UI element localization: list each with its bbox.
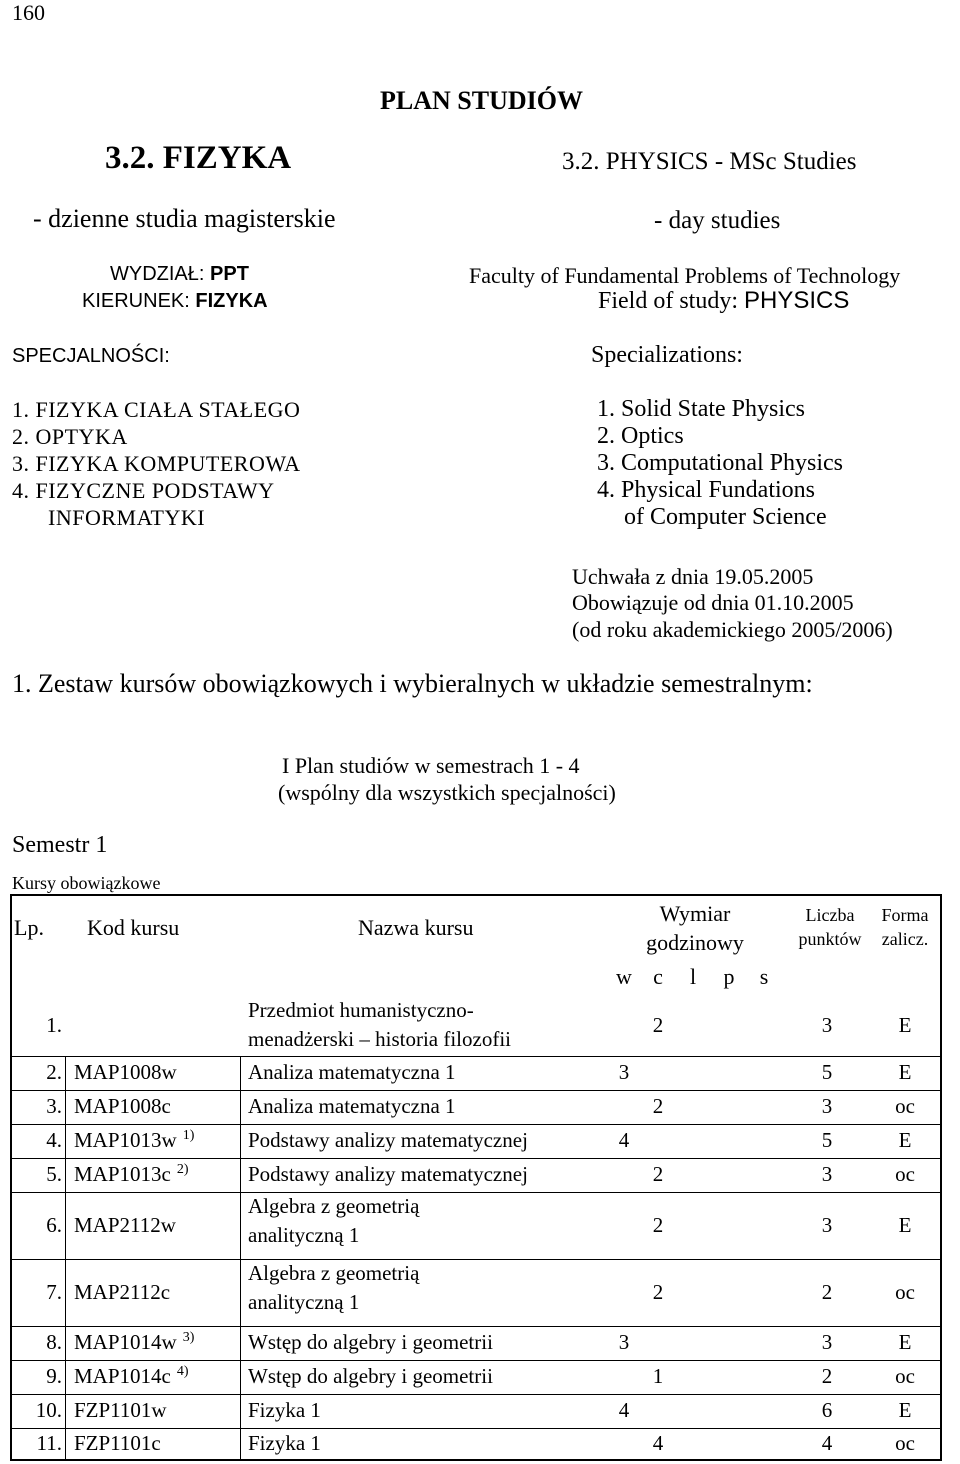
table-row-divider (10, 1394, 942, 1395)
row-hours-w: 3 (618, 1060, 630, 1084)
left-spec-4: 4. FIZYCZNE PODSTAWY (12, 478, 275, 503)
row-hours-w: 4 (618, 1128, 630, 1152)
row-points: 3 (821, 1330, 833, 1354)
row-form: E (898, 1330, 912, 1354)
header-l: l (689, 964, 697, 989)
right-field-value: PHYSICS (744, 287, 850, 314)
header-p: p (723, 964, 735, 989)
plan-subtitle: (wspólny dla wszystkich specjalności) (278, 780, 616, 805)
table-row-divider (10, 1124, 942, 1125)
header-w: w (616, 964, 632, 989)
row-code (74, 1060, 177, 1085)
right-faculty: Faculty of Fundamental Problems of Technology (469, 263, 901, 288)
header-form-2: zalicz. (881, 929, 929, 949)
header-form-1: Forma (881, 905, 929, 925)
row-lp: 10. (35, 1398, 62, 1422)
table-bottom-border (10, 1459, 942, 1461)
row-code (74, 1162, 189, 1187)
header-lp: Lp. (14, 915, 44, 940)
row-code-text: MAP1008w (74, 1060, 177, 1084)
row-footnote-mark: 3) (182, 1330, 195, 1345)
semester-label: Semestr 1 (12, 832, 108, 858)
row-name-line-1: Algebra z geometrią (248, 1261, 420, 1285)
row-code (74, 1280, 170, 1305)
row-hours-c: 2 (652, 1212, 664, 1237)
row-code (74, 1398, 167, 1423)
row-form: E (898, 1060, 912, 1084)
faculty-value: PPT (210, 263, 249, 285)
row-lp: 4. (46, 1128, 62, 1152)
left-spec-4b: INFORMATYKI (48, 505, 206, 530)
row-name-line-1: Algebra z geometrią (248, 1194, 420, 1218)
left-subheading: - dzienne studia magisterskie (33, 204, 336, 233)
row-points: 5 (821, 1060, 833, 1084)
header-points-1: Liczba (805, 905, 855, 925)
table-row-divider (10, 1192, 942, 1193)
left-heading: 3.2. FIZYKA (105, 140, 292, 176)
table-row-divider (10, 1326, 942, 1327)
row-hours-c: 2 (652, 1279, 664, 1304)
row-name-line-2: menadżerski – historia filozofii (248, 1027, 512, 1051)
row-lp: 3. (46, 1094, 62, 1118)
table-row-divider (10, 1428, 942, 1429)
row-name-line-2: analityczną 1 (248, 1290, 360, 1314)
right-heading: 3.2. PHYSICS - MSc Studies (562, 148, 857, 175)
right-spec-label: Specializations: (591, 342, 743, 368)
row-name: Podstawy analizy matematycznej (248, 1128, 528, 1152)
right-field-label: Field of study: (598, 288, 739, 314)
table-row-divider (10, 1360, 942, 1361)
row-hours-c: 2 (652, 1094, 664, 1118)
left-spec-2: 2. OPTYKA (12, 424, 128, 449)
row-hours-c: 2 (652, 1013, 664, 1037)
table-row-divider (10, 1158, 942, 1159)
table-right-border (940, 894, 942, 1461)
row-form: oc (895, 1430, 915, 1455)
row-lp: 8. (46, 1330, 62, 1354)
resolution-effective: Obowiązuje od dnia 01.10.2005 (572, 590, 854, 615)
row-hours-c: 4 (652, 1430, 664, 1455)
table-row-divider (10, 1056, 942, 1057)
row-code (74, 1431, 161, 1456)
left-spec-1: 1. FIZYKA CIAŁA STAŁEGO (12, 397, 301, 422)
header-hours-1: Wymiar (659, 901, 731, 926)
row-footnote-mark: 2) (176, 1162, 189, 1177)
row-name: Fizyka 1 (248, 1398, 321, 1422)
header-code: Kod kursu (87, 915, 180, 940)
right-spec-2: 2. Optics (597, 423, 684, 449)
row-lp: 11. (36, 1430, 62, 1455)
row-footnote-mark: 1) (182, 1128, 195, 1143)
row-lp: 2. (46, 1060, 62, 1084)
left-spec-3: 3. FIZYKA KOMPUTEROWA (12, 451, 301, 476)
row-name: Wstęp do algebry i geometrii (248, 1330, 493, 1354)
header-s: s (759, 964, 769, 989)
row-name: Analiza matematyczna 1 (248, 1060, 456, 1084)
row-code-text: MAP2112c (74, 1279, 171, 1304)
header-points-2: punktów (798, 929, 862, 949)
row-points: 5 (821, 1128, 833, 1152)
row-footnote-mark: 4) (176, 1364, 189, 1379)
row-code-text: MAP1013w (74, 1128, 177, 1152)
page-title: PLAN STUDIÓW (380, 86, 583, 115)
row-form: oc (895, 1279, 915, 1304)
table-row-divider (10, 1259, 942, 1260)
row-form: E (898, 1212, 912, 1237)
row-code-text: MAP2112w (74, 1212, 176, 1237)
row-lp: 6. (46, 1212, 62, 1237)
field-value: FIZYKA (195, 290, 268, 312)
row-hours-c: 2 (652, 1162, 664, 1186)
right-spec-1: 1. Solid State Physics (597, 396, 806, 422)
row-name: Wstęp do algebry i geometrii (248, 1364, 493, 1388)
row-code (74, 1330, 194, 1355)
row-hours-c: 1 (652, 1364, 664, 1388)
row-points: 2 (821, 1279, 833, 1304)
row-name-line-2: analityczną 1 (248, 1223, 360, 1247)
row-form: E (898, 1128, 912, 1152)
row-points: 3 (821, 1212, 833, 1237)
row-lp: 7. (46, 1279, 62, 1304)
faculty-line (110, 263, 249, 286)
row-code (74, 1128, 194, 1153)
resolution-date: Uchwała z dnia 19.05.2005 (572, 564, 814, 589)
row-points: 3 (821, 1013, 833, 1037)
row-points: 4 (821, 1430, 833, 1455)
row-code (74, 1213, 176, 1238)
row-points: 3 (821, 1162, 833, 1186)
row-name-line-1: Przedmiot humanistyczno- (248, 998, 474, 1022)
row-hours-w: 4 (618, 1398, 630, 1422)
header-name: Nazwa kursu (358, 915, 474, 940)
row-lp: 5. (46, 1162, 62, 1186)
row-code-text: MAP1014w (74, 1330, 177, 1354)
row-form: oc (895, 1094, 915, 1118)
field-line (82, 290, 268, 313)
row-form: oc (895, 1364, 915, 1388)
row-form: E (898, 1013, 912, 1037)
plan-title: I Plan studiów w semestrach 1 - 4 (282, 753, 580, 778)
courses-type-label: Kursy obowiązkowe (12, 873, 161, 893)
faculty-label: WYDZIAŁ: (110, 263, 205, 285)
page-number: 160 (12, 0, 45, 25)
row-name: Fizyka 1 (248, 1430, 321, 1455)
row-code-text: FZP1101c (74, 1430, 161, 1455)
row-lp: 1. (46, 1013, 62, 1037)
header-hours-2: godzinowy (646, 930, 744, 955)
row-hours-w: 3 (618, 1330, 630, 1354)
header-c: c (653, 964, 663, 989)
row-code (74, 1364, 189, 1389)
row-code (74, 1094, 171, 1119)
table-row-divider (10, 1090, 942, 1091)
row-name: Analiza matematyczna 1 (248, 1094, 456, 1118)
row-points: 2 (821, 1364, 833, 1388)
right-spec-4b: of Computer Science (624, 504, 827, 530)
resolution-year: (od roku akademickiego 2005/2006) (572, 617, 893, 642)
row-form: E (898, 1398, 912, 1422)
row-name: Podstawy analizy matematycznej (248, 1162, 528, 1186)
left-spec-label: SPECJALNOŚCI: (12, 345, 170, 367)
row-lp: 9. (46, 1364, 62, 1388)
row-points: 3 (821, 1094, 833, 1118)
right-subheading: - day studies (654, 207, 781, 234)
row-code-text: MAP1013c (74, 1162, 171, 1186)
table-col-divider-code (240, 1056, 241, 1459)
row-form: oc (895, 1162, 915, 1186)
table-col-divider-lp (65, 1056, 66, 1459)
right-spec-3: 3. Computational Physics (597, 450, 843, 476)
row-code-text: MAP1014c (74, 1364, 171, 1388)
right-spec-4: 4. Physical Fundations (597, 477, 816, 503)
row-points: 6 (821, 1398, 833, 1422)
row-code-text: FZP1101w (74, 1398, 167, 1422)
field-label: KIERUNEK: (82, 290, 190, 312)
row-code-text: MAP1008c (74, 1094, 171, 1118)
section-title: 1. Zestaw kursów obowiązkowych i wybieralnych w układzie semestralnym: (12, 669, 813, 698)
table-top-border (10, 894, 942, 896)
right-field-line (598, 287, 849, 315)
